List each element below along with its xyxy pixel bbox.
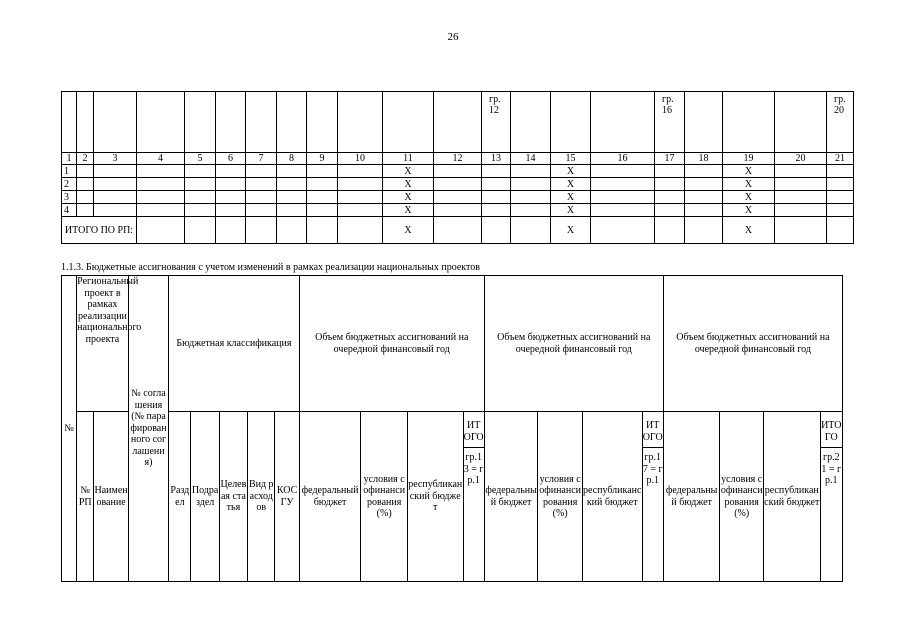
row-number: 4	[62, 204, 77, 217]
cell-x: Х	[383, 178, 434, 191]
col-number: 11	[383, 153, 434, 165]
col-number: 16	[591, 153, 655, 165]
col-number: 20	[775, 153, 827, 165]
total-row	[62, 217, 854, 244]
header-volume-2: Объем бюджетных ассигнований на очередной финансовый год	[484, 276, 663, 412]
col-number: 8	[277, 153, 307, 165]
cell-x: Х	[383, 204, 434, 217]
gr-header-20: гр. 20	[827, 92, 854, 153]
col-number: 19	[723, 153, 775, 165]
header-cofin-3: условия софинансирования (%)	[720, 412, 763, 582]
col-number: 12	[434, 153, 482, 165]
cell-x: Х	[551, 204, 591, 217]
header-itogo-1	[463, 412, 484, 582]
header-podrazdel: Подраздел	[191, 412, 219, 582]
header-name: Наименование	[94, 412, 128, 582]
col-number: 4	[137, 153, 185, 165]
col-number: 5	[185, 153, 216, 165]
table-row	[62, 204, 854, 217]
cell-x: Х	[551, 165, 591, 178]
cell-x: Х	[723, 217, 775, 244]
row-number: 2	[62, 178, 77, 191]
header-razdel: Раздел	[169, 412, 191, 582]
header-federal-1: федеральный бюджет	[299, 412, 361, 582]
header-cofin-2: условия софинансирования (%)	[538, 412, 583, 582]
header-number: №	[62, 276, 77, 582]
col-number: 13	[482, 153, 511, 165]
section-title: 1.1.3. Бюджетные ассигнования с учетом изменений в рамках реализации национальных проектов	[61, 262, 480, 273]
cell-x: Х	[723, 191, 775, 204]
header-republic-3: республиканский бюджет	[763, 412, 820, 582]
col-number: 6	[216, 153, 246, 165]
column-number-row	[62, 153, 854, 165]
header-itogo-3	[820, 412, 842, 582]
cell-x: Х	[383, 217, 434, 244]
row-number: 3	[62, 191, 77, 204]
cell-x: Х	[723, 178, 775, 191]
itogo-label: ИТОГО	[821, 420, 842, 443]
itogo-formula: гр.13 = гр.1	[464, 447, 484, 487]
cell-x: Х	[551, 178, 591, 191]
cell-x: Х	[551, 217, 591, 244]
col-number: 17	[655, 153, 685, 165]
col-number: 7	[246, 153, 277, 165]
col-number: 9	[307, 153, 338, 165]
header-rp-number: № РП	[77, 412, 94, 582]
itogo-formula: гр.17 = гр.1	[643, 447, 663, 487]
itogo-label: ИТОГО	[642, 420, 663, 443]
cell-x: Х	[551, 191, 591, 204]
budget-allocations-table	[61, 275, 843, 582]
table-row	[62, 191, 854, 204]
table-row	[62, 165, 854, 178]
col-number: 3	[94, 153, 137, 165]
col-number: 14	[511, 153, 551, 165]
table-header-row	[62, 92, 854, 153]
cell-x: Х	[383, 191, 434, 204]
col-number: 21	[827, 153, 854, 165]
header-kosgu: КОСГУ	[275, 412, 299, 582]
header-agreement: № соглашения (№ парафированного соглашения)	[128, 276, 168, 582]
itogo-formula: гр.21 = гр.1	[821, 447, 842, 487]
gr-header-16: гр. 16	[655, 92, 685, 153]
totals-table	[61, 91, 854, 244]
header-volume-1: Объем бюджетных ассигнований на очередной финансовый год	[299, 276, 484, 412]
header-itogo-2	[642, 412, 663, 582]
col-number: 15	[551, 153, 591, 165]
header-expense-type: Вид расходов	[248, 412, 275, 582]
cell-x: Х	[723, 165, 775, 178]
row-number: 1	[62, 165, 77, 178]
header-regional-project: Региональный проект в рамках реализации национального проекта	[77, 276, 129, 412]
page-number: 26	[447, 31, 459, 43]
header-volume-3: Объем бюджетных ассигнований на очередной финансовый год	[663, 276, 842, 412]
header-republic-1: республиканский бюджет	[407, 412, 463, 582]
gr-header-12: гр. 12	[482, 92, 511, 153]
header-budget-classification: Бюджетная классификация	[169, 276, 300, 412]
col-number: 10	[338, 153, 383, 165]
header-federal-3: федеральный бюджет	[663, 412, 720, 582]
col-number: 1	[62, 153, 77, 165]
table-row	[62, 178, 854, 191]
header-republic-2: республиканский бюджет	[582, 412, 642, 582]
cell-x: Х	[723, 204, 775, 217]
itogo-label: ИТОГО	[463, 420, 484, 443]
total-label: ИТОГО ПО РП:	[62, 217, 137, 244]
col-number: 18	[685, 153, 723, 165]
col-number: 2	[77, 153, 94, 165]
header-cofin-1: условия софинансирования (%)	[361, 412, 408, 582]
cell-x: Х	[383, 165, 434, 178]
header-federal-2: федеральный бюджет	[484, 412, 538, 582]
header-target-article: Целевая статья	[219, 412, 247, 582]
